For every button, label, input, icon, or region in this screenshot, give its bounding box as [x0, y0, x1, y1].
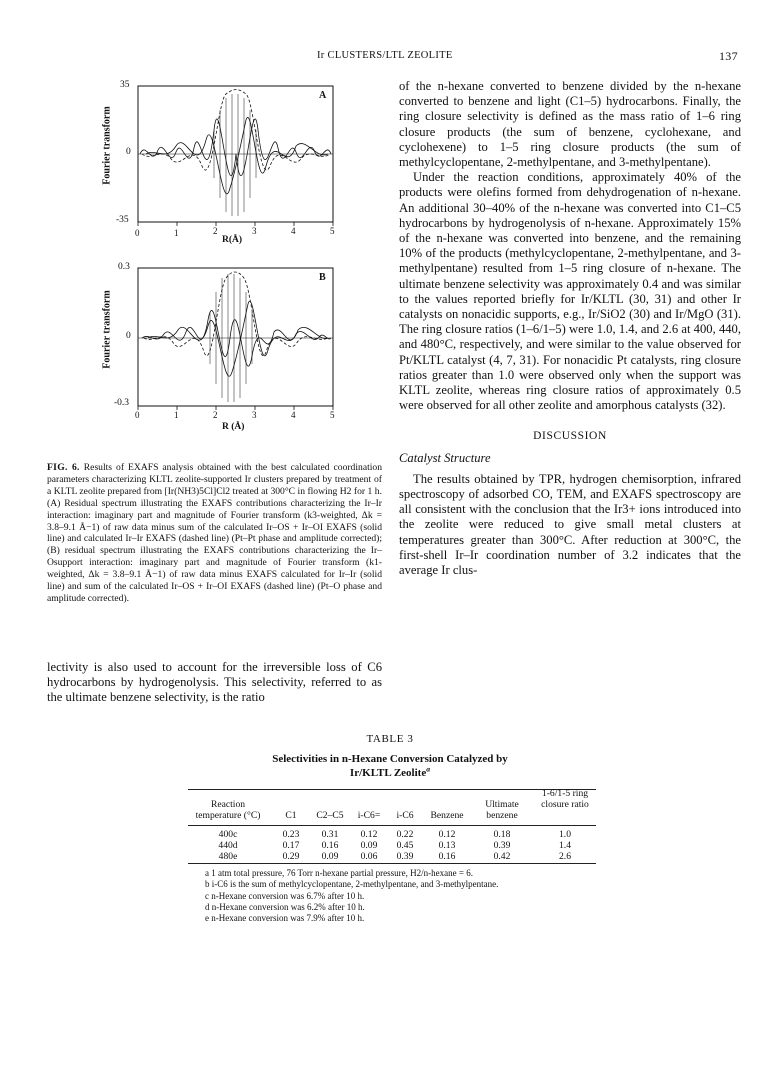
panel-a-xtick-2: 2	[213, 226, 218, 236]
cell-c1: 0.23	[282, 829, 300, 840]
footnote-e: e n-Hexane conversion was 7.9% after 10 h.	[205, 913, 365, 924]
cell-benzene: 0.13	[438, 840, 456, 851]
cell-ring-closure: 1.0	[559, 829, 571, 840]
left-column-text	[47, 660, 382, 706]
discussion-heading: DISCUSSION	[533, 430, 607, 443]
header-i-c6: i-C6	[396, 810, 414, 821]
right-paragraph-2: Under the reaction conditions, approximately 40% of the products were olefins formed from dehydrogenation of n-hexane. An additional 30–40% of the n-hexane was converted into C1–C5 hydrocarbons by hydrogenolysis of n-hexane. Approximately 15% of the n-hexane was converted into benzene, and the remaining 10% of the products (methylcyclopentane, 2-methylpentane, and 3-methylpentane) resulted from 1–5 ring closure of n-hexane. The ultimate benzene selectivity was approximately 0.4 and was similar to the values reported briefly for Ir/KLTL (30, 31) and other Ir catalysts on nonacidic supports, e.g., Ir/SiO2 (30) and Ir/MgO (31). The ring closure ratios (1–6/1–5) were 1.0, 1.4, and 2.6 at 400, 440, and 480°C, respectively, and were similar to the value observed for Pt/KLTL catalyst (4, 7, 31). For nonacidic Pt catalysts, ring closure ratios greater than 1.0 were observed only when the support was KLTL zeolite, whereas ring closure ratios of approximately 0.5 were observed for all other zeolite and amorphous catalysts (32).	[399, 170, 741, 413]
cell-c2-c5: 0.31	[321, 829, 339, 840]
panel-a-plot	[106, 80, 346, 255]
cell-c1: 0.29	[282, 851, 300, 862]
panel-a-ytick-bot: -35	[116, 215, 129, 225]
panel-b-xlabel: R (Å)	[222, 422, 245, 432]
panel-b-ytick-mid: 0	[126, 331, 131, 341]
table-caption	[0, 752, 780, 780]
header-ultimate-benzene: Ultimate benzene	[485, 799, 519, 821]
cell-i-c6-olefin: 0.06	[360, 851, 378, 862]
table-caption-line-2: Ir/KLTL Zeolite	[349, 767, 427, 779]
cell-temperature: 480e	[218, 851, 238, 862]
footnote-c: c n-Hexane conversion was 6.7% after 10 h.	[205, 890, 365, 901]
figure-caption	[47, 462, 382, 605]
header-c2-c5: C2–C5	[316, 810, 344, 821]
cell-benzene: 0.16	[438, 851, 456, 862]
cell-i-c6: 0.45	[396, 840, 414, 851]
cell-i-c6-olefin: 0.12	[360, 829, 378, 840]
cell-ultimate-benzene: 0.18	[493, 829, 511, 840]
left-paragraph: lectivity is also used to account for the irreversible loss of C6 hydrocarbons by hydrogenolysis. This selectivity, referred to as the ultimate benzene selectivity, is the ratio	[47, 660, 382, 705]
header-ring-closure-ratio: 1-6/1-5 ring closure ratio	[541, 788, 589, 810]
footnote-a: a 1 atm total pressure, 76 Torr n-hexane partial pressure, H2/n-hexane = 6.	[205, 868, 473, 878]
cell-ring-closure: 1.4	[559, 840, 571, 851]
page-number: 137	[719, 49, 738, 63]
cell-temperature: 440d	[218, 840, 238, 851]
footnote-d: d n-Hexane conversion was 6.2% after 10 h.	[205, 901, 365, 912]
right-paragraph-1: of the n-hexane converted to benzene divided by the n-hexane converted to benzene and light (C1–5) hydrocarbons. Finally, the ring closure selectivity is defined as the mass ratio of 1–6 ring closure products (the sum of benzene, cyclohexane, and cyclohexene) to 1–5 ring closure products (the sum of methylcyclopentane, 2-methylpentane, and 3-methylpentane).	[399, 79, 741, 170]
header-benzene: Benzene	[430, 810, 464, 821]
panel-b-label: B	[319, 272, 326, 283]
table-footnotes	[205, 868, 498, 924]
header-reaction-temperature: Reaction temperature (°C)	[195, 799, 261, 821]
running-header	[0, 50, 780, 64]
footnote-b: b i-C6 is the sum of methylcyclopentane, 2-methylpentane, and 3-methylpentane.	[205, 879, 499, 890]
right-paragraph-3: The results obtained by TPR, hydrogen chemisorption, infrared spectroscopy of adsorbed CO, TEM, and EXAFS spectroscopy are all consistent with the conclusion that the Ir3+ ions introduced into the zeolite were reduced to give small metal clusters at temperatures greater than 300°C. After reduction at 300°C, the first-shell Ir–Ir coordination number of 3.2 indicates that the average Ir clus-	[399, 471, 741, 578]
panel-a-xtick-5: 5	[330, 226, 335, 236]
cell-i-c6: 0.39	[396, 851, 414, 862]
panel-a-xtick-0: 0	[135, 228, 140, 238]
panel-a-xtick-4: 4	[291, 226, 296, 236]
table-bottom-rule	[188, 863, 596, 864]
cell-i-c6: 0.22	[396, 829, 414, 840]
panel-a-xtick-3: 3	[252, 226, 257, 236]
figure-panel-b	[101, 262, 346, 440]
panel-b-xtick-0: 0	[135, 410, 140, 420]
cell-ring-closure: 2.6	[559, 851, 571, 862]
figure-panel-a	[101, 80, 346, 255]
figure-caption-label: FIG. 6.	[47, 462, 80, 473]
panel-b-xtick-2: 2	[213, 410, 218, 420]
panel-b-xtick-3: 3	[252, 410, 257, 420]
cell-ultimate-benzene: 0.39	[493, 840, 511, 851]
panel-a-ylabel: Fourier transform	[101, 106, 113, 185]
panel-b-xtick-1: 1	[174, 410, 179, 420]
panel-a-label: A	[319, 90, 327, 101]
panel-a-xtick-1: 1	[174, 228, 179, 238]
panel-b-ytick-top: 0.3	[118, 262, 130, 272]
catalyst-structure-subheading: Catalyst Structure	[399, 450, 491, 465]
panel-a-xlabel: R(Å)	[222, 235, 243, 245]
table-title: TABLE 3	[366, 733, 414, 745]
cell-benzene: 0.12	[438, 829, 456, 840]
figure-caption-text: Results of EXAFS analysis obtained with the best calculated coordination parameters characterizing KLTL zeolite-supported Ir clusters prepared by treatment of a KLTL zeolite prepared from [Ir(NH3)5Cl]Cl2 treated at 300°C in flowing H2 for 1 h. (A) Residual spectrum illustrating the EXAFS contributions characterizing the Ir–Ir interaction: imaginary part and magnitude of Fourier transform (k3-weighted, Δk = 3.8–9.1 Å−1) of raw data minus sum of the calculated Ir–OS + Ir–OI EXAFS (solid line) and calculated Ir–Ir EXAFS (dashed line) (Pt–Pt phase and amplitude corrected); (B) residual spectrum illustrating the EXAFS contributions characterizing the Ir–Osupport interaction: imaginary part and magnitude of Fourier transform (k1-weighted, Δk = 3.8–9.1 Å−1) of raw data minus EXAFS calculated for Ir–Ir (solid line) and sum of the calculated Ir–OS + Ir–OI EXAFS (dashed line) (Pt–O phase and amplitude corrected).	[47, 462, 383, 604]
header-i-c6-olefin: i-C6=	[357, 810, 381, 821]
table-caption-line-1: Selectivities in n-Hexane Conversion Catalyzed by	[272, 753, 508, 765]
panel-a-ytick-mid: 0	[126, 147, 131, 157]
panel-b-ytick-bot: -0.3	[114, 398, 130, 408]
panel-b-ylabel: Fourier transform	[101, 290, 113, 369]
panel-a-ytick-top: 35	[120, 80, 130, 90]
cell-i-c6-olefin: 0.09	[360, 840, 378, 851]
cell-c1: 0.17	[282, 840, 300, 851]
header-c1: C1	[285, 810, 297, 821]
cell-temperature: 400c	[218, 829, 238, 840]
panel-b-xtick-4: 4	[291, 410, 296, 420]
panel-b-plot	[106, 262, 346, 440]
panel-b-xtick-5: 5	[330, 410, 335, 420]
cell-ultimate-benzene: 0.42	[493, 851, 511, 862]
cell-c2-c5: 0.16	[321, 840, 339, 851]
cell-c2-c5: 0.09	[321, 851, 339, 862]
right-column	[399, 79, 741, 578]
table-caption-footnote-mark: a	[426, 764, 431, 774]
running-title: Ir CLUSTERS/LTL ZEOLITE	[317, 50, 453, 61]
table-header-rule	[188, 825, 596, 826]
